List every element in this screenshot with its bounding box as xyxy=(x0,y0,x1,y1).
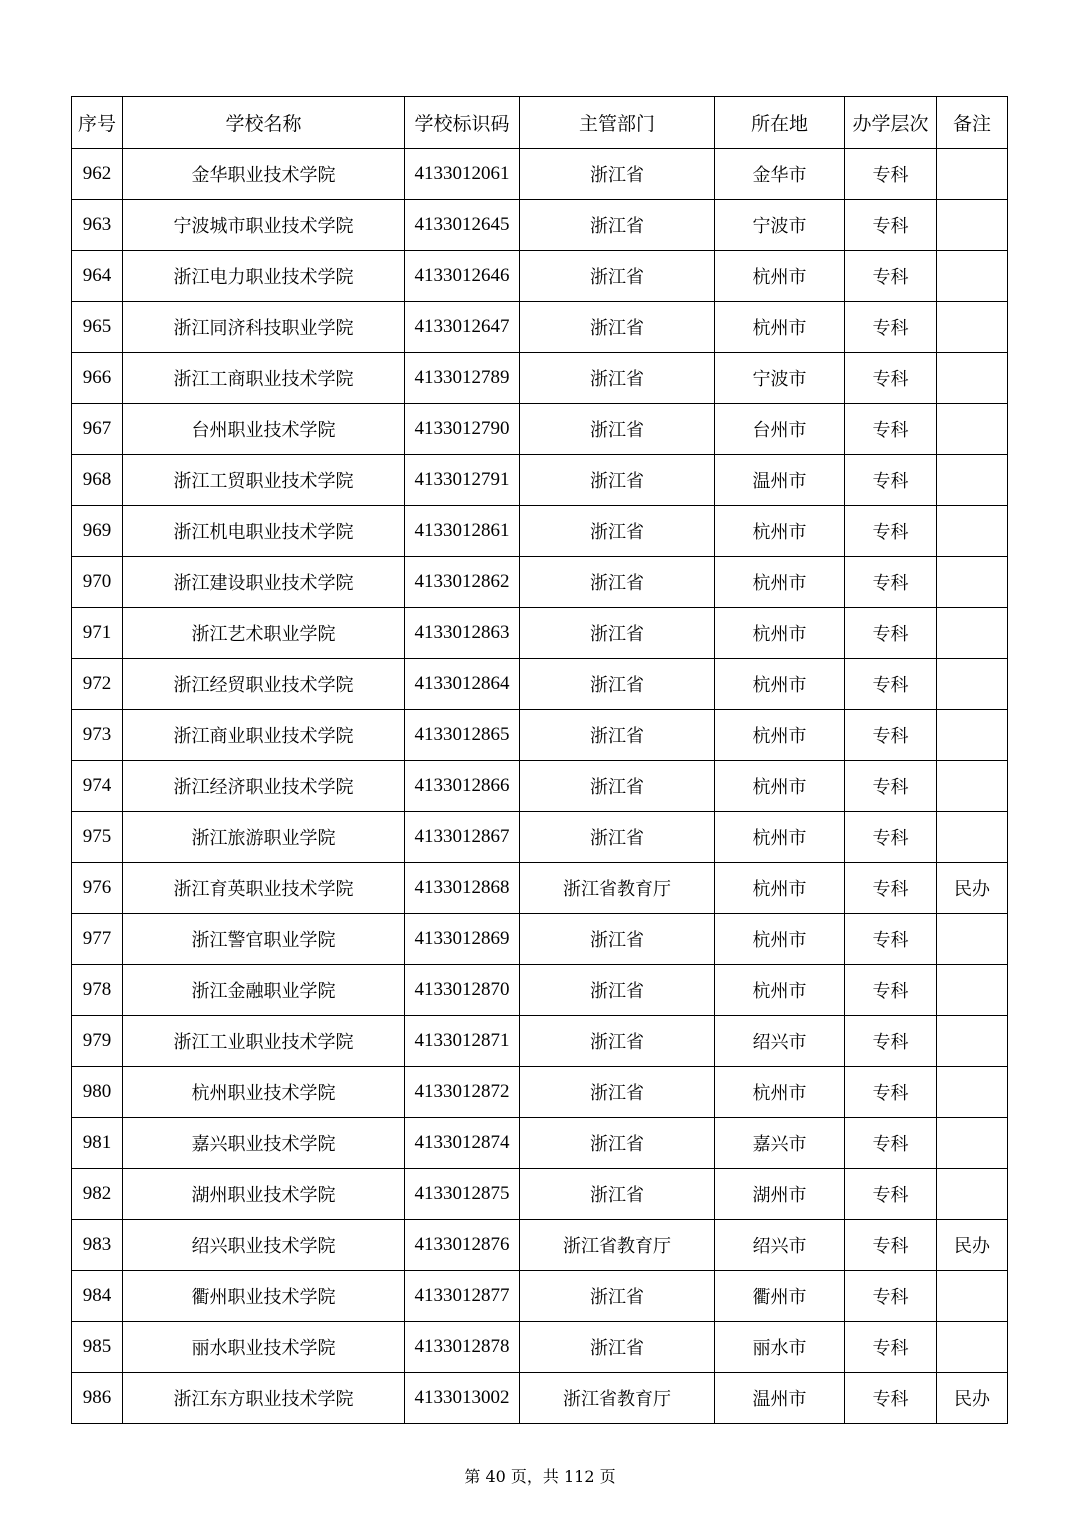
cell-seq: 984 xyxy=(72,1271,123,1322)
cell-school-code: 4133012861 xyxy=(405,506,520,557)
cell-school-code: 4133012869 xyxy=(405,914,520,965)
cell-note xyxy=(937,302,1008,353)
cell-location: 杭州市 xyxy=(715,608,845,659)
header-seq: 序号 xyxy=(72,97,123,149)
cell-seq: 966 xyxy=(72,353,123,404)
cell-location: 温州市 xyxy=(715,455,845,506)
cell-note: 民办 xyxy=(937,863,1008,914)
table-row xyxy=(72,1322,1008,1373)
cell-level: 专科 xyxy=(845,1220,937,1271)
cell-department: 浙江省 xyxy=(520,1067,715,1118)
cell-note xyxy=(937,1271,1008,1322)
cell-school-code: 4133012875 xyxy=(405,1169,520,1220)
cell-seq: 964 xyxy=(72,251,123,302)
cell-school-name: 浙江商业职业技术学院 xyxy=(123,710,405,761)
cell-location: 金华市 xyxy=(715,149,845,200)
cell-school-code: 4133012870 xyxy=(405,965,520,1016)
cell-school-code: 4133012863 xyxy=(405,608,520,659)
table-row xyxy=(72,302,1008,353)
cell-school-name: 浙江同济科技职业学院 xyxy=(123,302,405,353)
cell-location: 杭州市 xyxy=(715,710,845,761)
cell-note xyxy=(937,914,1008,965)
cell-seq: 963 xyxy=(72,200,123,251)
cell-seq: 972 xyxy=(72,659,123,710)
cell-location: 杭州市 xyxy=(715,965,845,1016)
cell-school-name: 湖州职业技术学院 xyxy=(123,1169,405,1220)
cell-school-code: 4133012061 xyxy=(405,149,520,200)
cell-note xyxy=(937,659,1008,710)
cell-seq: 978 xyxy=(72,965,123,1016)
page-number: 第 40 页，共 112 页 xyxy=(464,1467,616,1486)
cell-school-name: 台州职业技术学院 xyxy=(123,404,405,455)
cell-seq: 981 xyxy=(72,1118,123,1169)
cell-school-name: 金华职业技术学院 xyxy=(123,149,405,200)
cell-location: 杭州市 xyxy=(715,659,845,710)
header-location: 所在地 xyxy=(715,97,845,149)
table-row xyxy=(72,1169,1008,1220)
cell-level: 专科 xyxy=(845,200,937,251)
cell-level: 专科 xyxy=(845,302,937,353)
cell-note xyxy=(937,965,1008,1016)
cell-school-code: 4133012864 xyxy=(405,659,520,710)
cell-school-code: 4133012791 xyxy=(405,455,520,506)
cell-school-name: 浙江工贸职业技术学院 xyxy=(123,455,405,506)
cell-note xyxy=(937,404,1008,455)
cell-school-name: 浙江电力职业技术学院 xyxy=(123,251,405,302)
cell-school-code: 4133012646 xyxy=(405,251,520,302)
table-row xyxy=(72,710,1008,761)
cell-seq: 975 xyxy=(72,812,123,863)
cell-seq: 985 xyxy=(72,1322,123,1373)
cell-department: 浙江省 xyxy=(520,608,715,659)
cell-department: 浙江省 xyxy=(520,404,715,455)
cell-department: 浙江省 xyxy=(520,200,715,251)
cell-note xyxy=(937,1067,1008,1118)
cell-department: 浙江省 xyxy=(520,965,715,1016)
cell-seq: 983 xyxy=(72,1220,123,1271)
cell-department: 浙江省教育厅 xyxy=(520,1220,715,1271)
cell-school-name: 衢州职业技术学院 xyxy=(123,1271,405,1322)
cell-department: 浙江省 xyxy=(520,506,715,557)
cell-note xyxy=(937,1016,1008,1067)
cell-location: 杭州市 xyxy=(715,914,845,965)
table-row xyxy=(72,251,1008,302)
cell-school-code: 4133012790 xyxy=(405,404,520,455)
table-row xyxy=(72,761,1008,812)
cell-level: 专科 xyxy=(845,812,937,863)
cell-note xyxy=(937,608,1008,659)
cell-level: 专科 xyxy=(845,710,937,761)
cell-location: 绍兴市 xyxy=(715,1220,845,1271)
cell-school-name: 浙江机电职业技术学院 xyxy=(123,506,405,557)
cell-school-name: 浙江经贸职业技术学院 xyxy=(123,659,405,710)
cell-department: 浙江省 xyxy=(520,1016,715,1067)
cell-location: 嘉兴市 xyxy=(715,1118,845,1169)
header-note: 备注 xyxy=(937,97,1008,149)
table-row xyxy=(72,1067,1008,1118)
cell-level: 专科 xyxy=(845,506,937,557)
cell-department: 浙江省 xyxy=(520,1322,715,1373)
cell-note xyxy=(937,455,1008,506)
cell-school-code: 4133012645 xyxy=(405,200,520,251)
cell-school-code: 4133012877 xyxy=(405,1271,520,1322)
table-row xyxy=(72,200,1008,251)
cell-school-code: 4133012871 xyxy=(405,1016,520,1067)
cell-school-name: 浙江育英职业技术学院 xyxy=(123,863,405,914)
cell-level: 专科 xyxy=(845,1016,937,1067)
cell-school-name: 浙江东方职业技术学院 xyxy=(123,1373,405,1424)
cell-department: 浙江省 xyxy=(520,659,715,710)
table-row xyxy=(72,353,1008,404)
cell-seq: 979 xyxy=(72,1016,123,1067)
cell-seq: 962 xyxy=(72,149,123,200)
cell-seq: 968 xyxy=(72,455,123,506)
cell-department: 浙江省 xyxy=(520,761,715,812)
cell-department: 浙江省 xyxy=(520,302,715,353)
cell-level: 专科 xyxy=(845,149,937,200)
cell-school-code: 4133012866 xyxy=(405,761,520,812)
cell-level: 专科 xyxy=(845,914,937,965)
cell-school-code: 4133012865 xyxy=(405,710,520,761)
cell-level: 专科 xyxy=(845,1067,937,1118)
cell-note xyxy=(937,200,1008,251)
cell-school-name: 浙江警官职业学院 xyxy=(123,914,405,965)
cell-seq: 986 xyxy=(72,1373,123,1424)
cell-note: 民办 xyxy=(937,1373,1008,1424)
cell-location: 温州市 xyxy=(715,1373,845,1424)
cell-level: 专科 xyxy=(845,1118,937,1169)
table-header-row xyxy=(72,97,1008,149)
cell-school-code: 4133012874 xyxy=(405,1118,520,1169)
cell-note xyxy=(937,149,1008,200)
cell-school-name: 浙江艺术职业学院 xyxy=(123,608,405,659)
cell-school-code: 4133012872 xyxy=(405,1067,520,1118)
cell-level: 专科 xyxy=(845,404,937,455)
cell-location: 湖州市 xyxy=(715,1169,845,1220)
cell-department: 浙江省教育厅 xyxy=(520,863,715,914)
cell-seq: 976 xyxy=(72,863,123,914)
cell-seq: 974 xyxy=(72,761,123,812)
cell-seq: 971 xyxy=(72,608,123,659)
cell-seq: 969 xyxy=(72,506,123,557)
cell-department: 浙江省 xyxy=(520,455,715,506)
cell-seq: 977 xyxy=(72,914,123,965)
cell-note xyxy=(937,557,1008,608)
table-row xyxy=(72,659,1008,710)
cell-seq: 967 xyxy=(72,404,123,455)
table-row xyxy=(72,557,1008,608)
header-department: 主管部门 xyxy=(520,97,715,149)
cell-location: 杭州市 xyxy=(715,557,845,608)
table-row xyxy=(72,404,1008,455)
header-school-name: 学校名称 xyxy=(123,97,405,149)
cell-level: 专科 xyxy=(845,1169,937,1220)
cell-school-name: 嘉兴职业技术学院 xyxy=(123,1118,405,1169)
table-body xyxy=(72,149,1008,1424)
table-row xyxy=(72,1118,1008,1169)
cell-department: 浙江省教育厅 xyxy=(520,1373,715,1424)
cell-department: 浙江省 xyxy=(520,1169,715,1220)
table-row xyxy=(72,1016,1008,1067)
cell-seq: 965 xyxy=(72,302,123,353)
cell-note xyxy=(937,761,1008,812)
table-row xyxy=(72,1271,1008,1322)
table-row xyxy=(72,608,1008,659)
cell-school-name: 宁波城市职业技术学院 xyxy=(123,200,405,251)
cell-note: 民办 xyxy=(937,1220,1008,1271)
table-row xyxy=(72,455,1008,506)
table-row xyxy=(72,914,1008,965)
cell-level: 专科 xyxy=(845,1271,937,1322)
cell-school-name: 浙江经济职业技术学院 xyxy=(123,761,405,812)
cell-level: 专科 xyxy=(845,455,937,506)
cell-department: 浙江省 xyxy=(520,557,715,608)
table-row xyxy=(72,812,1008,863)
cell-location: 杭州市 xyxy=(715,863,845,914)
cell-location: 杭州市 xyxy=(715,302,845,353)
cell-school-code: 4133012868 xyxy=(405,863,520,914)
cell-department: 浙江省 xyxy=(520,251,715,302)
cell-location: 杭州市 xyxy=(715,506,845,557)
cell-location: 宁波市 xyxy=(715,200,845,251)
header-school-code: 学校标识码 xyxy=(405,97,520,149)
cell-department: 浙江省 xyxy=(520,914,715,965)
table-row xyxy=(72,1373,1008,1424)
cell-location: 杭州市 xyxy=(715,761,845,812)
cell-school-name: 浙江工商职业技术学院 xyxy=(123,353,405,404)
cell-note xyxy=(937,506,1008,557)
cell-school-code: 4133012647 xyxy=(405,302,520,353)
cell-note xyxy=(937,812,1008,863)
cell-school-name: 杭州职业技术学院 xyxy=(123,1067,405,1118)
cell-seq: 982 xyxy=(72,1169,123,1220)
cell-department: 浙江省 xyxy=(520,353,715,404)
table-row xyxy=(72,149,1008,200)
cell-note xyxy=(937,251,1008,302)
cell-level: 专科 xyxy=(845,353,937,404)
cell-school-name: 丽水职业技术学院 xyxy=(123,1322,405,1373)
header-level: 办学层次 xyxy=(845,97,937,149)
cell-school-code: 4133012867 xyxy=(405,812,520,863)
cell-school-name: 浙江金融职业学院 xyxy=(123,965,405,1016)
cell-school-code: 4133012789 xyxy=(405,353,520,404)
cell-department: 浙江省 xyxy=(520,1118,715,1169)
cell-department: 浙江省 xyxy=(520,812,715,863)
cell-level: 专科 xyxy=(845,1373,937,1424)
cell-location: 丽水市 xyxy=(715,1322,845,1373)
cell-note xyxy=(937,1118,1008,1169)
cell-seq: 973 xyxy=(72,710,123,761)
cell-location: 杭州市 xyxy=(715,812,845,863)
cell-level: 专科 xyxy=(845,863,937,914)
table-row xyxy=(72,863,1008,914)
cell-level: 专科 xyxy=(845,608,937,659)
cell-location: 杭州市 xyxy=(715,251,845,302)
cell-level: 专科 xyxy=(845,965,937,1016)
cell-school-name: 浙江工业职业技术学院 xyxy=(123,1016,405,1067)
cell-note xyxy=(937,710,1008,761)
cell-school-code: 4133012878 xyxy=(405,1322,520,1373)
table-row xyxy=(72,965,1008,1016)
cell-school-code: 4133012876 xyxy=(405,1220,520,1271)
cell-level: 专科 xyxy=(845,251,937,302)
cell-level: 专科 xyxy=(845,557,937,608)
cell-location: 绍兴市 xyxy=(715,1016,845,1067)
cell-department: 浙江省 xyxy=(520,149,715,200)
cell-location: 台州市 xyxy=(715,404,845,455)
cell-note xyxy=(937,353,1008,404)
cell-department: 浙江省 xyxy=(520,1271,715,1322)
cell-school-code: 4133012862 xyxy=(405,557,520,608)
cell-seq: 980 xyxy=(72,1067,123,1118)
table-row xyxy=(72,506,1008,557)
cell-school-name: 浙江旅游职业学院 xyxy=(123,812,405,863)
cell-school-code: 4133013002 xyxy=(405,1373,520,1424)
cell-location: 杭州市 xyxy=(715,1067,845,1118)
cell-location: 宁波市 xyxy=(715,353,845,404)
cell-level: 专科 xyxy=(845,659,937,710)
cell-department: 浙江省 xyxy=(520,710,715,761)
cell-level: 专科 xyxy=(845,1322,937,1373)
cell-school-name: 浙江建设职业技术学院 xyxy=(123,557,405,608)
cell-school-name: 绍兴职业技术学院 xyxy=(123,1220,405,1271)
cell-location: 衢州市 xyxy=(715,1271,845,1322)
cell-note xyxy=(937,1322,1008,1373)
school-list-table xyxy=(71,96,1008,1424)
cell-seq: 970 xyxy=(72,557,123,608)
cell-note xyxy=(937,1169,1008,1220)
cell-level: 专科 xyxy=(845,761,937,812)
table-row xyxy=(72,1220,1008,1271)
